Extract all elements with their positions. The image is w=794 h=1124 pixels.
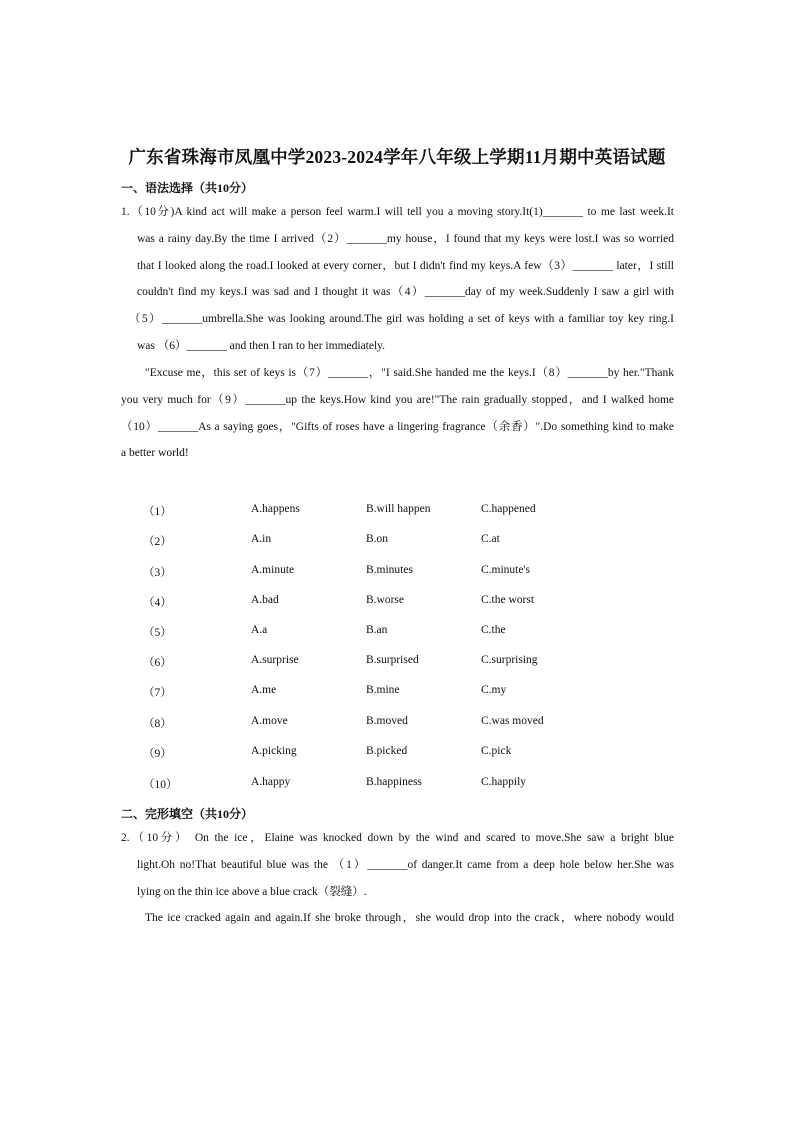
- question-number: （6）: [143, 657, 172, 669]
- option-b[interactable]: B.surprised: [366, 654, 419, 666]
- question-number: （10）: [143, 779, 178, 791]
- option-b[interactable]: B.picked: [366, 745, 408, 757]
- passage-line: "Excuse me，this set of keys is（7）_______，"I said.She handed me the keys.I（8）_______by her."Thank: [145, 367, 674, 379]
- page-title: 广东省珠海市凤凰中学2023-2024学年八年级上学期11月期中英语试题: [128, 147, 666, 167]
- option-row: [0, 564, 794, 582]
- question-number: （4）: [143, 597, 172, 609]
- passage-line: light.Oh no!That beautiful blue was the （1）_______of danger.It came from a deep hole below her.She was: [137, 858, 674, 871]
- option-c[interactable]: C.pick: [481, 745, 512, 757]
- question-number: （3）: [143, 567, 172, 579]
- option-a[interactable]: A.happens: [251, 503, 300, 515]
- option-b[interactable]: B.mine: [366, 684, 400, 696]
- question-number: （5）: [143, 627, 172, 639]
- option-row: [0, 654, 794, 672]
- option-c[interactable]: C.happened: [481, 503, 536, 515]
- passage-line: （10）_______As a saying goes，"Gifts of roses have a lingering fragrance（余香）".Do something kind to make: [121, 420, 674, 433]
- option-b[interactable]: B.moved: [366, 715, 408, 727]
- passage-paragraph-1: [121, 199, 674, 360]
- option-row: [0, 503, 794, 521]
- option-b[interactable]: B.on: [366, 533, 389, 545]
- question-number: （2）: [143, 536, 172, 548]
- option-b[interactable]: B.minutes: [366, 564, 413, 576]
- option-b[interactable]: B.happiness: [366, 776, 422, 788]
- passage-line: 2.（10分） On the ice，Elaine was knocked down by the wind and scared to move.She saw a bright blue: [121, 832, 674, 844]
- option-a[interactable]: A.happy: [251, 776, 291, 788]
- option-a[interactable]: A.picking: [251, 745, 297, 757]
- question-number: （7）: [143, 687, 172, 699]
- option-c[interactable]: C.minute's: [481, 564, 531, 576]
- option-a[interactable]: A.a: [251, 624, 268, 636]
- option-row: [0, 715, 794, 733]
- option-b[interactable]: B.will happen: [366, 503, 431, 515]
- cloze-paragraph-2: [121, 905, 674, 932]
- option-a[interactable]: A.bad: [251, 594, 279, 606]
- passage-line: 1.（10分)A kind act will make a person feel warm.I will tell you a moving story.It(1)_______ to me last week.It: [121, 206, 674, 218]
- section-heading-cloze: 二、完形填空（共10分）: [121, 807, 254, 821]
- cloze-paragraph-1: [121, 825, 674, 905]
- option-c[interactable]: C.surprising: [481, 654, 538, 666]
- section-heading-grammar: 一、语法选择（共10分）: [121, 181, 254, 195]
- option-c[interactable]: C.was moved: [481, 715, 544, 727]
- passage-line: a better world!: [121, 447, 189, 460]
- option-c[interactable]: C.the worst: [481, 594, 535, 606]
- passage-line: you very much for（9）_______up the keys.How kind you are!"The rain gradually stopped，and I walked home: [121, 393, 674, 406]
- option-a[interactable]: A.minute: [251, 564, 295, 576]
- option-c[interactable]: C.happily: [481, 776, 527, 788]
- option-row: [0, 624, 794, 642]
- passage-line: couldn't find my keys.I was sad and I thought it was（4）_______day of my week.Suddenly I saw a girl with: [137, 286, 674, 299]
- passage-line: was a rainy day.By the time I arrived（2）_______my house，I found that my keys were lost.I was so worried: [137, 232, 674, 245]
- option-b[interactable]: B.worse: [366, 594, 405, 606]
- option-row: [0, 745, 794, 763]
- option-a[interactable]: A.move: [251, 715, 288, 727]
- passage-line: （5）_______umbrella.She was looking around.The girl was holding a set of keys with a familiar toy key ring.I: [129, 313, 674, 326]
- passage-line: lying on the thin ice above a blue crack（裂缝）.: [137, 885, 367, 898]
- option-c[interactable]: C.the: [481, 624, 506, 636]
- question-number: （9）: [143, 748, 172, 760]
- option-a[interactable]: A.surprise: [251, 654, 299, 666]
- option-a[interactable]: A.in: [251, 533, 272, 545]
- option-row: [0, 533, 794, 551]
- question-number: （8）: [143, 718, 172, 730]
- option-row: [0, 684, 794, 702]
- passage-line: The ice cracked again and again.If she broke through，she would drop into the crack，where nobody would: [145, 912, 674, 924]
- option-a[interactable]: A.me: [251, 684, 277, 696]
- option-row: [0, 776, 794, 794]
- option-c[interactable]: C.at: [481, 533, 500, 545]
- option-b[interactable]: B.an: [366, 624, 388, 636]
- passage-line: was （6）_______ and then I ran to her immediately.: [137, 339, 386, 352]
- option-row: [0, 594, 794, 612]
- passage-line: that I looked along the road.I looked at every corner，but I didn't find my keys.A few（3）_______ later，I still: [137, 259, 674, 272]
- option-c[interactable]: C.my: [481, 684, 507, 696]
- question-number: （1）: [143, 506, 172, 518]
- passage-paragraph-2: [121, 360, 674, 467]
